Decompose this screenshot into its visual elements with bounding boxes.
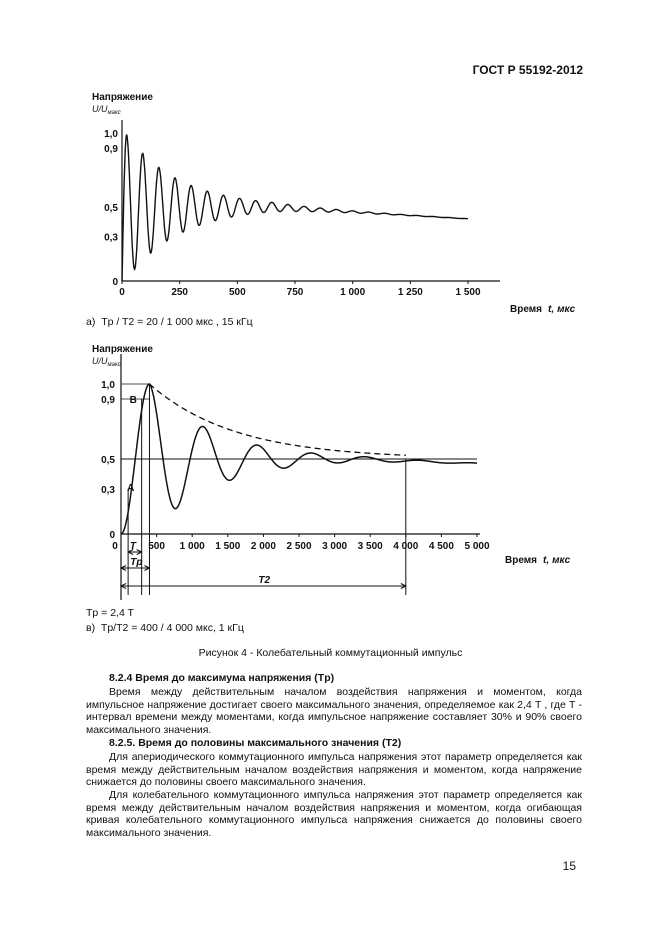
x-tick-label: 250 [171,287,189,298]
figure-b [0,340,661,640]
x-axis-label-b: Время t, мкс [505,555,571,566]
x-tick-label: 1 250 [397,287,423,298]
y-tick-label: 1,0 [104,129,118,140]
x-tick-label: 2 500 [286,541,312,552]
y-tick-label: 0,5 [104,203,118,214]
waveform-a [122,135,468,282]
y-tick-label: 0,3 [104,232,118,244]
y-axis-label-a: Напряжение [92,92,153,103]
x-tick-label: 0 [112,541,118,552]
y-tick-label: 0,9 [104,143,118,155]
caption-a-text: Tp / T2 = 20 / 1 000 мкс , 15 кГц [101,316,253,328]
caption-a-prefix: а) [86,316,96,328]
x-ticks-b [112,534,490,552]
point-a-label: A [127,483,135,494]
x-ticks-a [119,281,481,298]
x-tick-label: 500 [148,541,165,552]
dim-tp-label: Tp [130,557,143,568]
x-tick-label: 1 000 [179,541,205,552]
x-tick-label: 3 500 [357,541,383,552]
x-tick-label: 1 500 [455,287,481,298]
point-b-label: B [129,395,137,406]
figure-b-note: Tp = 2,4 T [86,607,134,619]
y-tick-label: 1,0 [101,380,115,391]
y-axis-label-b: Напряжение [92,344,153,355]
document-header: ГОСТ Р 55192-2012 [472,63,583,77]
figure-caption: Рисунок 4 - Колебательный коммутационный импульс [198,647,463,659]
caption-b-prefix: в) [86,622,96,634]
x-tick-label: 500 [228,287,246,298]
x-tick-label: 5 000 [464,541,490,552]
y-ticks-a [104,129,118,288]
x-tick-label: 0 [119,287,125,298]
heading-8-2-4: 8.2.4 Время до максимума напряжения (Tp) [109,672,335,684]
y-tick-label: 0,5 [101,455,115,466]
heading-8-2-5: 8.2.5. Время до половины максимального значения (T2) [109,737,402,749]
x-tick-label: 1 000 [340,287,366,298]
y-tick-label: 0 [109,530,115,541]
x-axis-label-a: Время t, мкс [510,304,576,315]
y-tick-label: 0,9 [101,395,115,406]
x-tick-label: 3 000 [322,541,348,552]
x-tick-label: 1 500 [215,541,241,552]
paragraph-8-2-5-b: Для колебательного коммутационного импульса напряжения этот параметр определяется как время между действительным началом воздействия напряжения и моментом, когда огибающая кривая колебательного коммутационного импульса напряжения снижается до половины своего максимального значения. [86,789,582,839]
paragraph-8-2-5-a: Для апериодического коммутационного импульса напряжения этот параметр определяется как время между действительным началом воздействия напряжения и моментом, когда напряжение снижается до половины своего максимального значения. [86,751,582,789]
caption-b [86,622,244,634]
caption-b-text: Tp/T2 = 400 / 4 000 мкс, 1 кГц [100,622,244,634]
paragraph-8-2-4: Время между действительным началом воздействия напряжения и моментом, когда импульсное напряжение достигает своего максимального значения, определяемое как 2,4 T , где T - интервал времени между моментами, когда импульсное напряжение составляет 30% и 90% своего максимального значения. [86,686,582,736]
envelope-curve [150,384,406,455]
x-tick-label: 4 000 [393,541,419,552]
dimension-lines [121,384,406,595]
caption-a [86,316,253,328]
y-axis-var-a: $U/U_{макс}$ [92,104,121,116]
chart-b [0,340,661,640]
dim-t-label: T [129,541,136,552]
page-number: 15 [562,859,576,873]
x-tick-label: 2 000 [250,541,276,552]
x-tick-label: 750 [286,287,304,298]
y-tick-label: 0,3 [101,485,115,496]
dim-t2-label: T2 [258,575,271,586]
x-tick-label: 4 500 [428,541,454,552]
y-axis-var-b: $U/U_{макс}$ [92,356,121,368]
figure-a [0,90,661,330]
chart-a [0,90,661,330]
y-tick-label: 0 [112,277,118,288]
